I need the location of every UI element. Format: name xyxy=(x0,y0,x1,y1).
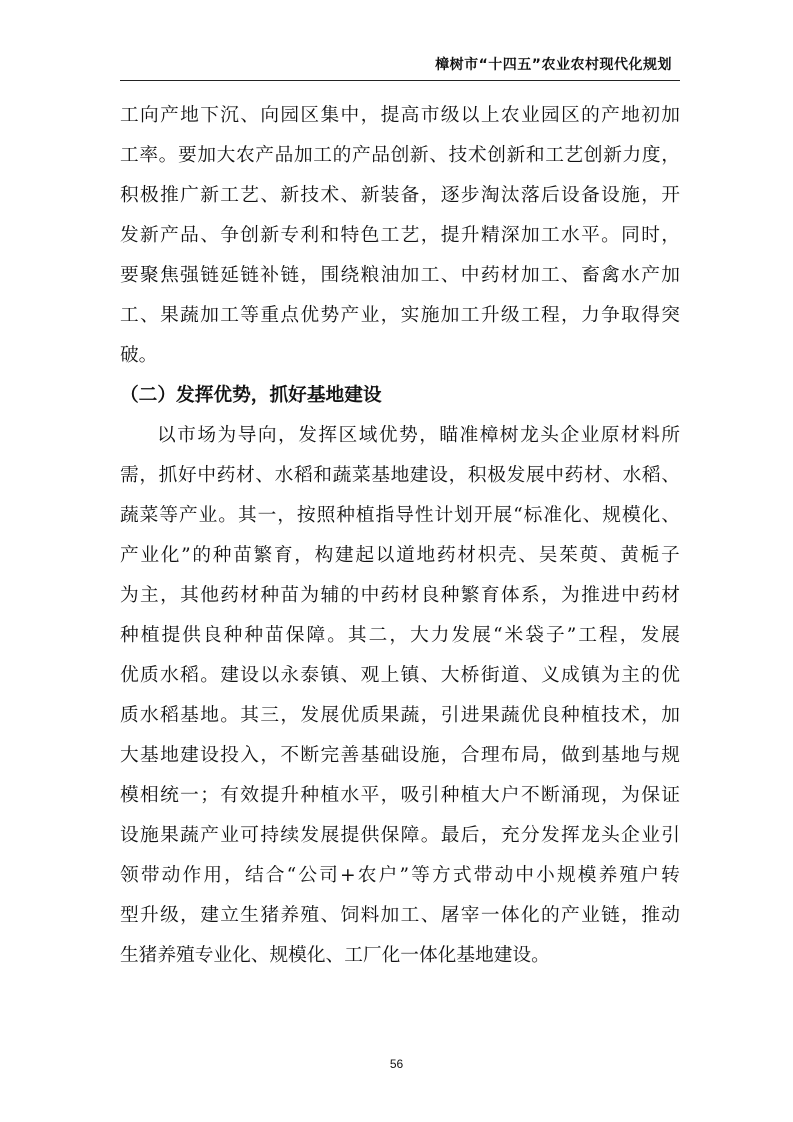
text-line: 优 质 水 稻 。 建 设 以 永 泰 镇 、 观 上 镇 、 大 桥 街 道 、 义 成 镇 为 主 的 优 xyxy=(120,665,680,686)
text-line: 领 带 动 作 用 ， 结 合 “ 公 司 + 农 户 ” 等 方 式 带 动 中 小 规 模 养 殖 户 转 xyxy=(120,865,680,886)
text-line: 为 主 ， 其 他 药 材 种 苗 为 辅 的 中 药 材 良 种 繁 育 体 系 ， 为 推 进 中 药 材 xyxy=(120,585,680,606)
page-header xyxy=(120,52,680,81)
text-line: 模 相 统 一 ； 有 效 提 升 种 植 水 平 ， 吸 引 种 植 大 户 不 断 涌 现 ， 为 保 证 xyxy=(120,785,680,806)
document-title: 樟树市“十四五”农业农村现代化规划 xyxy=(435,57,672,73)
text-line: 要 聚 焦 强 链 延 链 补 链 ， 围 绕 粮 油 加 工 、 中 药 材 加 工 、 畜 禽 水 产 加 xyxy=(120,265,680,286)
text-line: 种 植 提 供 良 种 种 苗 保 障 。 其 二 ， 大 力 发 展 “ 米 袋 子 ” 工 程 ， 发 展 xyxy=(120,625,680,646)
text-line: 质 水 稻 基 地 。 其 三 ， 发 展 优 质 果 蔬 ， 引 进 果 蔬 优 良 种 植 技 术 ， 加 xyxy=(120,705,680,726)
text-line: 蔬 菜 等 产 业 。 其 一 ， 按 照 种 植 指 导 性 计 划 开 展 “ 标 准 化 、 规 模 化 、 xyxy=(120,505,680,526)
text-line: 生猪养殖专业化、规模化、工厂化一体化基地建设。 xyxy=(120,945,550,966)
paragraph-1 xyxy=(120,96,680,376)
text-line: 破。 xyxy=(120,345,158,366)
section-heading: （二）发挥优势，抓好基地建设 xyxy=(120,385,382,406)
text-line: 需 ， 抓 好 中 药 材 、 水 稻 和 蔬 菜 基 地 建 设 ， 积 极 发 展 中 药 材 、 水 稻 、 xyxy=(120,465,680,486)
text-line: 以 市 场 为 导 向 ， 发 挥 区 域 优 势 ， 瞄 准 樟 树 龙 头 企 业 原 材 料 所 xyxy=(157,425,680,446)
paragraph-2 xyxy=(120,416,680,976)
text-line: 产 业 化 ” 的 种 苗 繁 育 ， 构 建 起 以 道 地 药 材 枳 壳 、 吴 茱 萸 、 黄 栀 子 xyxy=(120,545,680,566)
text-line: 工 向 产 地 下 沉 、 向 园 区 集 中 ， 提 高 市 级 以 上 农 业 园 区 的 产 地 初 加 xyxy=(120,105,680,126)
text-line: 发 新 产 品 、 争 创 新 专 利 和 特 色 工 艺 ， 提 升 精 深 加 工 水 平 。 同 时 ， xyxy=(120,225,680,246)
text-line: 大 基 地 建 设 投 入 ， 不 断 完 善 基 础 设 施 ， 合 理 布 局 ， 做 到 基 地 与 规 xyxy=(120,745,680,766)
text-line: 工 率 。 要 加 大 农 产 品 加 工 的 产 品 创 新 、 技 术 创 新 和 工 艺 创 新 力 度 ， xyxy=(120,145,680,166)
text-line: 设 施 果 蔬 产 业 可 持 续 发 展 提 供 保 障 。 最 后 ， 充 分 发 挥 龙 头 企 业 引 xyxy=(120,825,680,846)
page-body xyxy=(120,96,680,976)
text-line: 积 极 推 广 新 工 艺 、 新 技 术 、 新 装 备 ， 逐 步 淘 汰 落 后 设 备 设 施 ， 开 xyxy=(120,185,680,206)
text-line: 型 升 级 ， 建 立 生 猪 养 殖 、 饲 料 加 工 、 屠 宰 一 体 化 的 产 业 链 ， 推 动 xyxy=(120,905,680,926)
page-number: 56 xyxy=(389,1057,404,1071)
text-line: 工 、 果 蔬 加 工 等 重 点 优 势 产 业 ， 实 施 加 工 升 级 工 程 ， 力 争 取 得 突 xyxy=(120,305,680,326)
